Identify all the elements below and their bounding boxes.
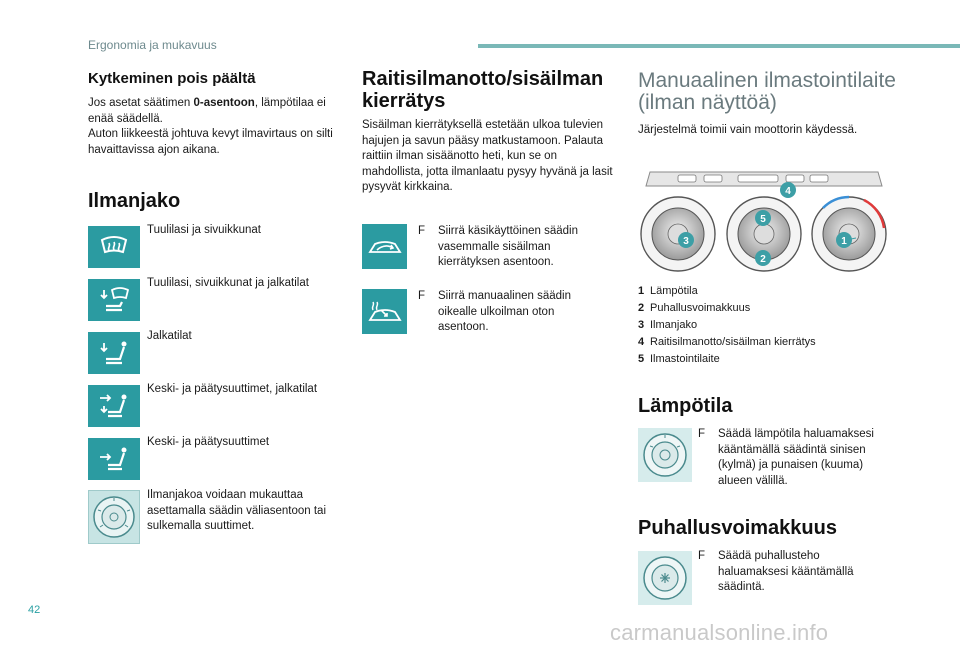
legend-item: 5 Ilmastointilaite (638, 353, 720, 365)
raitisilma-bullet-item: F Siirrä manuaalinen säädin oikealle ulkoilman oton asentoon. (418, 290, 571, 333)
kytkeminen-text: Jos asetat säätimen 0-asentoon, lämpötilaa ei enää säädellä. Auton liikkeestä johtuva kevyt ilmavirtaus on silti havaittavissa ajon aikana. (88, 97, 333, 156)
raitisilma-intro: Sisäilman kierrätyksellä estetään ulkoa tulevien hajujen ja savun pääsy matkustamoon. Palauta raittiin ilman sisäänotto heti, kun se on mahdollista, jotta ilmanlaatu pysyy hyvänä ja lasit pysyvät kirkkaina. (362, 119, 613, 193)
callout-2: 2 (760, 254, 766, 265)
section-header: Ergonomia ja mukavuus (88, 38, 217, 52)
ilmanjako-item-label: Keski- ja päätysuuttimet, jalkatilat (147, 383, 318, 395)
puhallus-bullet: F Säädä puhallusteho haluamaksesi kääntämällä säädintä. (698, 550, 854, 593)
lampotila-bullet: F Säädä lämpötila haluamaksesi kääntämällä säädintä sinisen (kylmä) ja punaisen (kuuma) alueen välillä. (698, 428, 874, 487)
fan-speed-dial-icon (638, 551, 692, 605)
manuaalinen-intro: Järjestelmä toimii vain moottorin käydessä. (638, 124, 858, 136)
ilmanjako-item-label: Tuulilasi, sivuikkunat ja jalkatilat (147, 277, 309, 289)
kytkeminen-title: Kytkeminen pois päältä (88, 70, 256, 87)
header-bar (478, 44, 960, 48)
vents-icon (88, 438, 140, 480)
ilmanjako-title: Ilmanjako (88, 190, 181, 212)
raitisilma-title: Raitisilmanotto/sisäilman kierrätys (362, 68, 604, 112)
legend-item: 4 Raitisilmanotto/sisäilman kierrätys (638, 336, 816, 348)
legend-item: 1 Lämpötila (638, 285, 698, 297)
air-distribution-dial-icon (88, 490, 140, 544)
feet-airflow-icon (88, 332, 140, 374)
legend-item: 3 Ilmanjako (638, 319, 698, 331)
manuaalinen-title: Manuaalinen ilmastointilaite (ilman näyttöä) (638, 69, 896, 114)
ilmanjako-item-label: Tuulilasi ja sivuikkunat (147, 224, 261, 236)
callout-4: 4 (785, 186, 791, 197)
lampotila-title: Lämpötila (638, 395, 733, 417)
raitisilma-bullet-item: F Siirrä käsikäyttöinen säädin vasemmalle sisäilman kierrätyksen asentoon. (418, 225, 578, 268)
legend-list (638, 283, 816, 368)
page-number: 42 (28, 604, 41, 616)
puhallus-title: Puhallusvoimakkuus (638, 517, 837, 539)
climate-panel-illustration (638, 166, 890, 278)
callout-3: 3 (683, 236, 689, 247)
ilmanjako-dial-text: Ilmanjakoa voidaan mukauttaa asettamalla säädin väliasentoon tai sulkemalla suuttimet. (147, 489, 327, 532)
recirculation-car-icon (362, 224, 407, 269)
legend-item: 2 Puhallusvoimakkuus (638, 302, 751, 314)
windshield-defrost-icon (88, 226, 140, 268)
watermark: carmanualsonline.info (610, 620, 829, 645)
vents-feet-icon (88, 385, 140, 427)
callout-5: 5 (760, 214, 766, 225)
callout-1: 1 (841, 236, 847, 247)
windshield-feet-icon (88, 279, 140, 321)
temperature-dial-icon (638, 428, 692, 482)
ilmanjako-item-label: Keski- ja päätysuuttimet (147, 436, 270, 448)
fresh-air-car-icon (362, 289, 407, 334)
ilmanjako-item-label: Jalkatilat (147, 330, 192, 342)
